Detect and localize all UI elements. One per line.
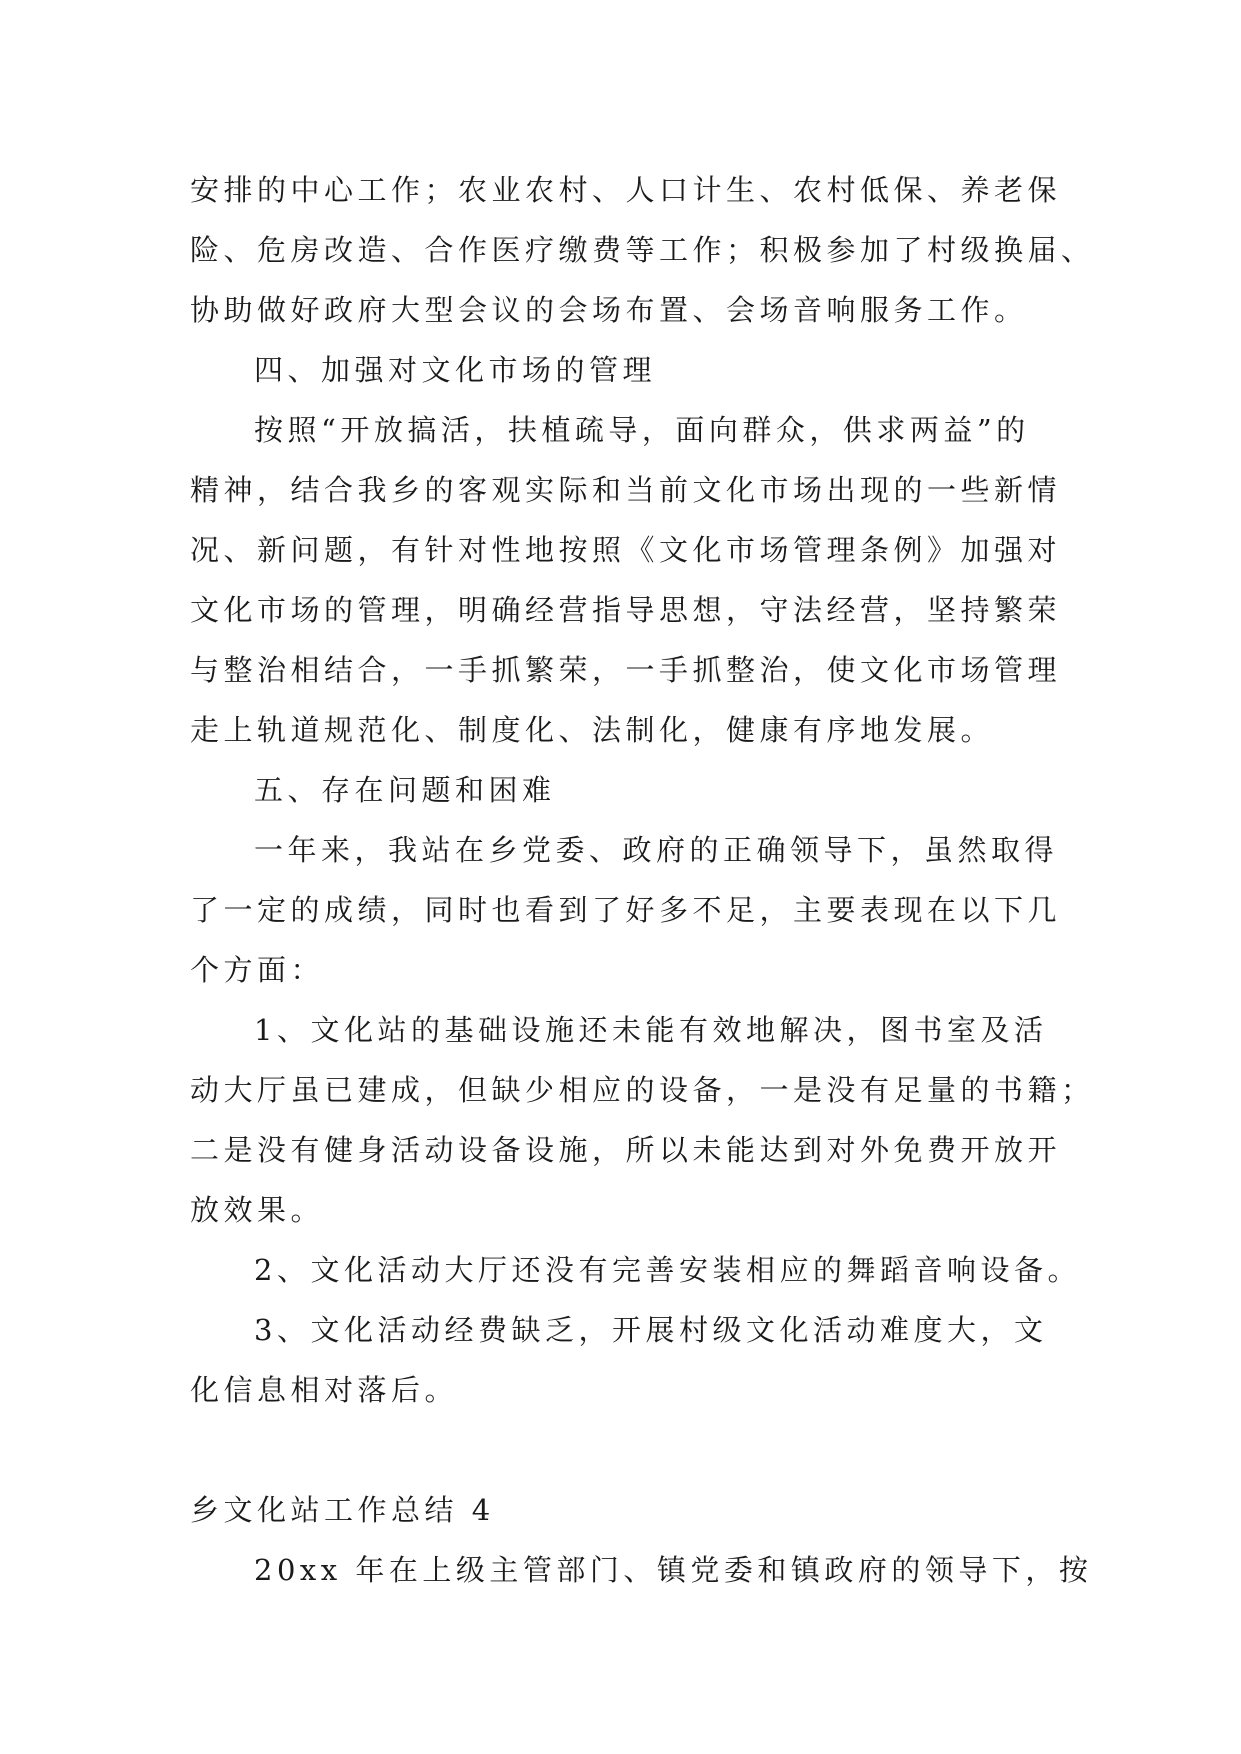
document-body xyxy=(190,160,1095,1600)
paragraph-line: 20xx 年在上级主管部门、镇党委和镇政府的领导下，按 xyxy=(254,1553,1093,1587)
list-item-line: 1、文化站的基础设施还未能有效地解决，图书室及活 xyxy=(254,1013,1048,1047)
section-title: 乡文化站工作总结 4 xyxy=(190,1493,495,1527)
paragraph-line: 险、危房改造、合作医疗缴费等工作；积极参加了村级换届、 xyxy=(190,233,1095,267)
list-item-line: 二是没有健身活动设备设施，所以未能达到对外免费开放开 xyxy=(190,1133,1062,1167)
paragraph-line: 精神，结合我乡的客观实际和当前文化市场出现的一些新情 xyxy=(190,473,1062,507)
section-heading: 四、加强对文化市场的管理 xyxy=(254,353,657,387)
paragraph-line: 了一定的成绩，同时也看到了好多不足，主要表现在以下几 xyxy=(190,893,1062,927)
section-gap xyxy=(190,1420,1050,1480)
paragraph-line: 安排的中心工作；农业农村、人口计生、农村低保、养老保 xyxy=(190,173,1062,207)
list-item-line: 动大厅虽已建成，但缺少相应的设备，一是没有足量的书籍； xyxy=(190,1073,1095,1107)
list-item-line: 化信息相对落后。 xyxy=(190,1373,459,1407)
paragraph-line: 一年来，我站在乡党委、政府的正确领导下，虽然取得 xyxy=(254,833,1059,867)
paragraph-line: 走上轨道规范化、制度化、法制化，健康有序地发展。 xyxy=(190,713,995,747)
paragraph-line: 个方面： xyxy=(190,953,325,987)
paragraph-line: 按照“开放搞活，扶植疏导，面向群众，供求两益”的 xyxy=(254,413,1030,447)
section-heading: 五、存在问题和困难 xyxy=(254,773,556,807)
list-item-line: 2、文化活动大厅还没有完善安装相应的舞蹈音响设备。 xyxy=(254,1253,1081,1287)
paragraph-line: 况、新问题，有针对性地按照《文化市场管理条例》加强对 xyxy=(190,533,1062,567)
paragraph-line: 文化市场的管理，明确经营指导思想，守法经营，坚持繁荣 xyxy=(190,593,1062,627)
list-item-line: 放效果。 xyxy=(190,1193,325,1227)
list-item-line: 3、文化活动经费缺乏，开展村级文化活动难度大，文 xyxy=(254,1313,1048,1347)
paragraph-line: 协助做好政府大型会议的会场布置、会场音响服务工作。 xyxy=(190,293,1028,327)
paragraph-line: 与整治相结合，一手抓繁荣，一手抓整治，使文化市场管理 xyxy=(190,653,1062,687)
